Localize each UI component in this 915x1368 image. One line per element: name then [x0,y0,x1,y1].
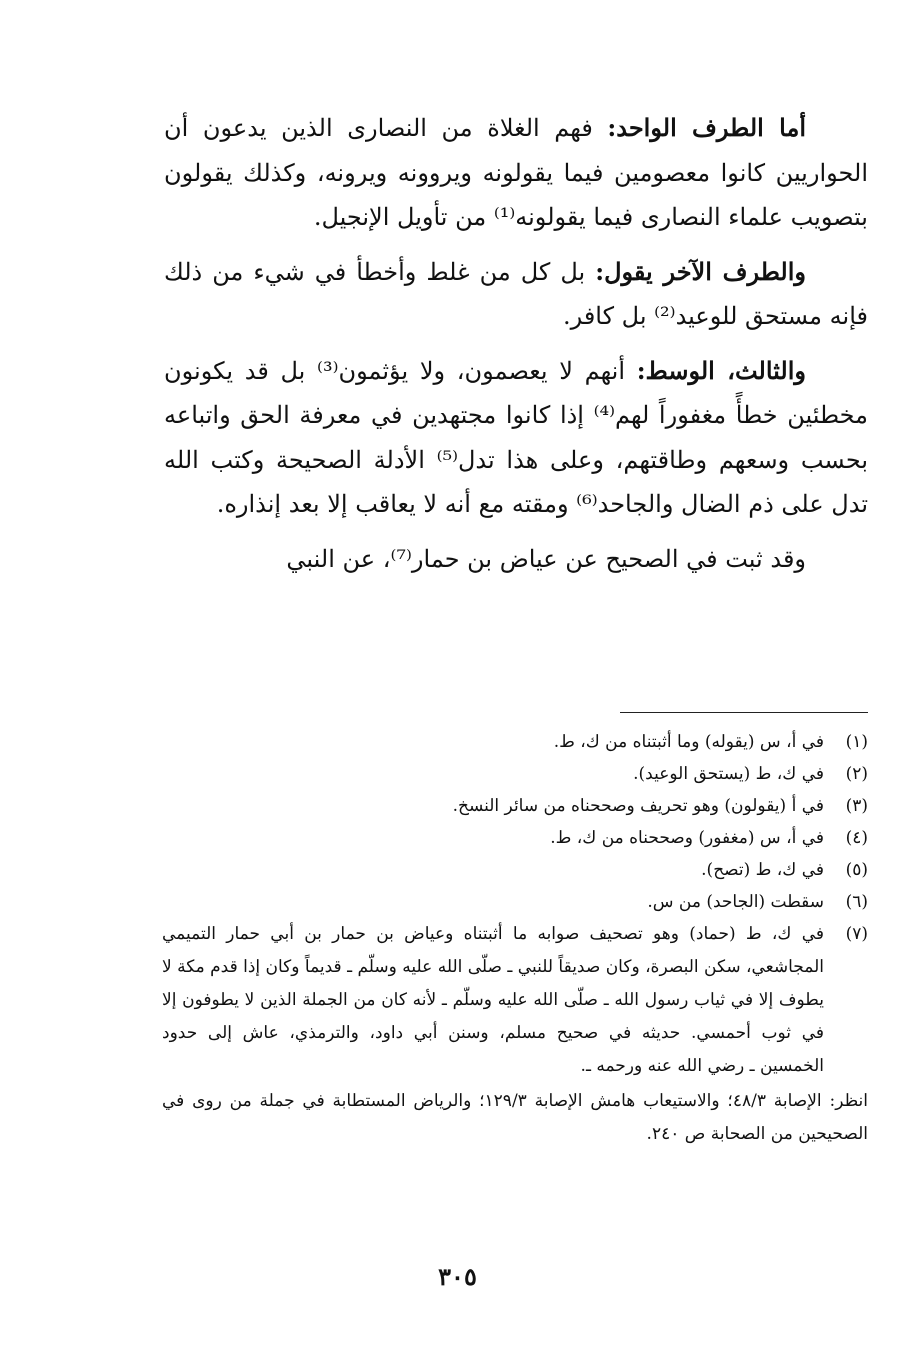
footnote-text: في أ، س (مغفور) وصححناه من ك، ط. [550,828,824,848]
paragraph-body: وقد ثبت في الصحيح عن عياض بن حمار⁽⁷⁾، عن النبي [286,544,806,573]
paragraph-body: أنهم لا يعصمون، ولا يؤثمون⁽³⁾ بل قد يكونون مخطئين خطأً مغفوراً لهم⁽⁴⁾ إذا كانوا مجتهدين في معرفة الحق واتباعه بحسب وسعهم وطاقتهم، وعلى هذا تدل⁽⁵⁾ الأدلة الصحيحة وكتب الله تدل على ذم الضال والجاحد⁽⁶⁾ ومقته مع أنه لا يعاقب إلا بعد إنذاره. [164,356,868,518]
footnote-number: (٣) [845,796,868,816]
paragraph-lead: والثالث، الوسط: [636,355,806,385]
footnote [162,854,868,886]
footnote [162,886,868,918]
main-text [164,106,868,581]
paragraph [164,349,868,527]
paragraph [164,106,868,240]
footnote [162,822,868,854]
paragraph-lead: والطرف الآخر يقول: [595,256,806,286]
footnote-number: (٧) [845,924,868,944]
footnote-number: (٥) [845,860,868,880]
footnote-text: في ك، ط (حماد) وهو تصحيف صوابه ما أثبتناه وعياض بن حمار بن أبي حمار التميمي المجاشعي، سكن البصرة، وكان صديقاً للنبي ـ صلّى الله عليه وسلّم ـ قديماً وكان إذا قدم مكة لا يطوف إلا في ثياب رسول الله ـ صلّى الله عليه وسلّم ـ لأنه كان من الجملة الذين لا يطوفون إلا في ثوب أحمسي. حديثه في صحيح مسلم، وسنن أبي داود، والترمذي، عاش إلى حدود الخمسين ـ رضي الله عنه ورحمه ـ. [162,924,824,1076]
footnote-number: (١) [845,732,868,752]
paragraph-body: بل كل من غلط وأخطأ في شيء من ذلك فإنه مستحق للوعيد⁽²⁾ بل كافر. [164,257,868,330]
paragraph-body: فهم الغلاة من النصارى الذين يدعون أن الحواريين كانوا معصومين فيما يقولونه ويروونه ويرونه، وكذلك يقولون بتصويب علماء النصارى فيما يقولونه⁽¹⁾ من تأويل الإنجيل. [164,114,868,231]
footnote-text: في ك، ط (تصح). [701,860,824,880]
paragraph-lead: أما الطرف الواحد: [607,113,806,142]
footnote [162,918,868,1083]
footnote [162,790,868,822]
paragraph [164,537,868,582]
see-also-references: انظر: الإصابة ٤٨/٣؛ والاستيعاب هامش الإصابة ١٢٩/٣؛ والرياض المستطابة في جملة من روى في الصحيحين من الصحابة ص ٢٤٠. [162,1091,868,1144]
footnote-text: في أ (يقولون) وهو تحريف وصححناه من سائر النسخ. [452,796,824,816]
footnote-text: في ك، ط (يستحق الوعيد). [633,764,824,784]
footnote-separator [620,712,868,713]
page-number: ٣٠٥ [438,1262,477,1291]
footnote-text: سقطت (الجاحد) من س. [647,892,824,912]
footnote-number: (٤) [845,828,868,848]
footnote [162,758,868,790]
footnotes [162,726,868,1151]
footnote [162,726,868,758]
footnote-text: في أ، س (يقوله) وما أثبتناه من ك، ط. [553,732,824,752]
footnote-number: (٦) [845,892,868,912]
paragraph [164,250,868,339]
footnote-number: (٢) [845,764,868,784]
